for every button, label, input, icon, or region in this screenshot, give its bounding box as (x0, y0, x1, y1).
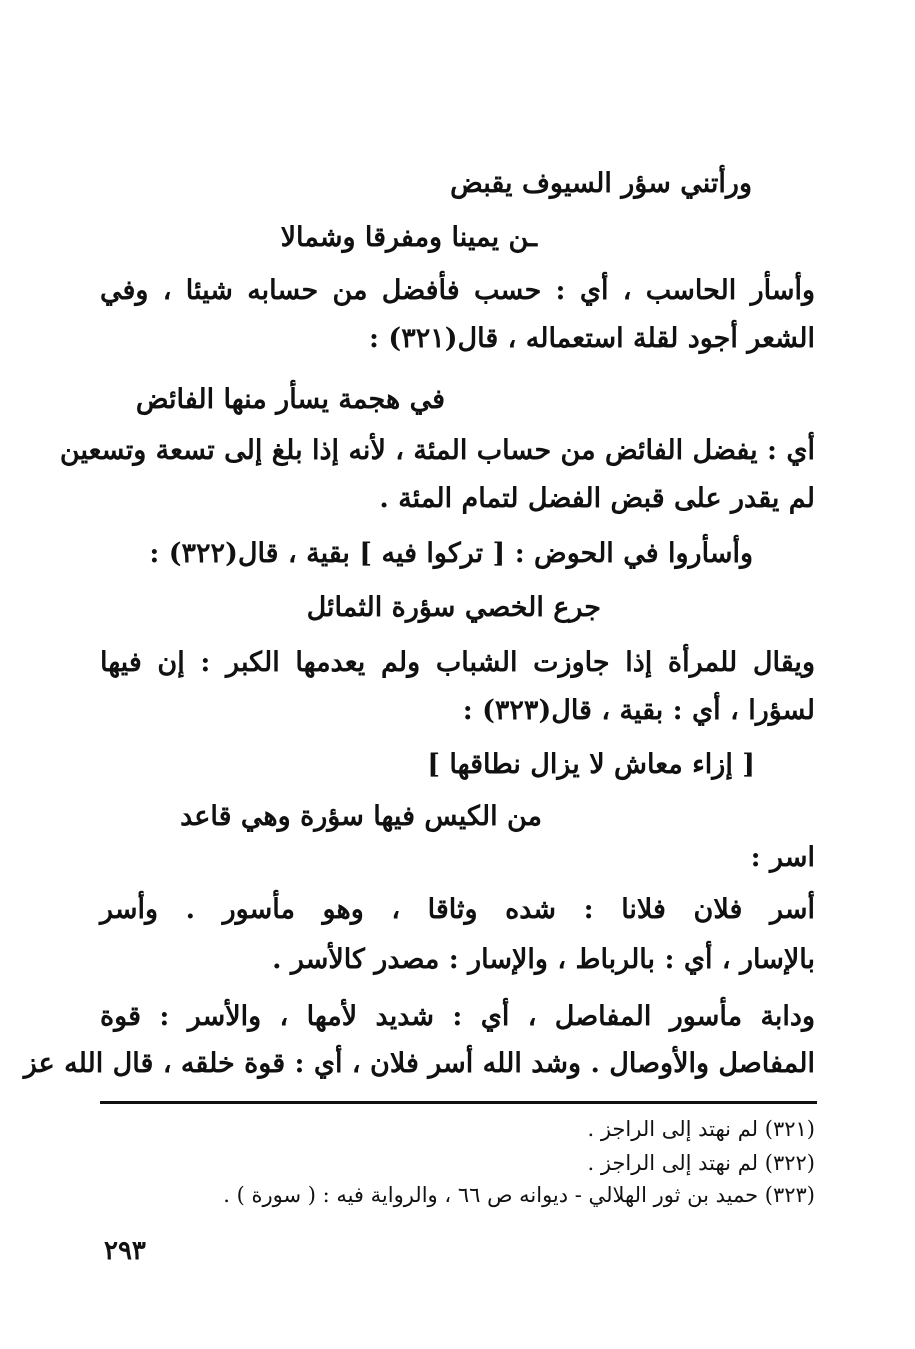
text-line-3: وأسأر الحاسب ، أي : حسب فأفضل من حسابه شيئا ، وفي (100, 275, 815, 306)
verse-line-2: ـن يمينا ومفرقا وشمالا (280, 222, 537, 253)
footnote-1: (٣٢١) لم نهتد إلى الراجز . (587, 1117, 815, 1141)
verse-line-1: ورأتني سؤر السيوف يقبض (450, 168, 752, 199)
text-line-7: لم يقدر على قبض الفضل لتمام المئة . (379, 483, 815, 514)
entry-heading: اسر : (750, 842, 815, 873)
text-line-8: وأسأروا في الحوض : [ تركوا فيه ] بقية ، قال(٣٢٢) : (149, 538, 753, 569)
verse-line-12: [ إزاء معاش لا يزال نطاقها ] (427, 749, 755, 780)
text-line-18: المفاصل والأوصال . وشد الله أسر فلان ، أي : قوة خلقه ، قال الله عز (23, 1048, 815, 1079)
page-number: ٢٩٣ (104, 1236, 146, 1266)
footnote-divider (100, 1101, 817, 1104)
footnote-2: (٣٢٢) لم نهتد إلى الراجز . (587, 1151, 815, 1175)
text-line-4: الشعر أجود لقلة استعماله ، قال(٣٢١) : (369, 323, 815, 354)
text-line-10: ويقال للمرأة إذا جاوزت الشباب ولم يعدمها الكبر : إن فيها (100, 647, 815, 678)
text-line-17: ودابة مأسور المفاصل ، أي : شديد لأمها ، والأسر : قوة (100, 1001, 815, 1032)
verse-line-13: من الكيس فيها سؤرة وهي قاعد (180, 801, 542, 832)
footnote-3: (٣٢٣) حميد بن ثور الهلالي - ديوانه ص ٦٦ ، والرواية فيه : ( سورة ) . (223, 1183, 815, 1207)
text-line-16: بالإسار ، أي : بالرباط ، والإسار : مصدر كالأسر . (272, 944, 815, 975)
text-line-11: لسؤرا ، أي : بقية ، قال(٣٢٣) : (462, 695, 815, 726)
verse-line-5: في هجمة يسأر منها الفائض (135, 384, 445, 415)
text-line-15: أسر فلان فلانا : شده وثاقا ، وهو مأسور . وأسر (100, 894, 815, 925)
text-line-6: أي : يفضل الفائض من حساب المئة ، لأنه إذا بلغ إلى تسعة وتسعين (59, 435, 815, 466)
verse-line-9: جرع الخصي سؤرة الثمائل (306, 592, 601, 623)
